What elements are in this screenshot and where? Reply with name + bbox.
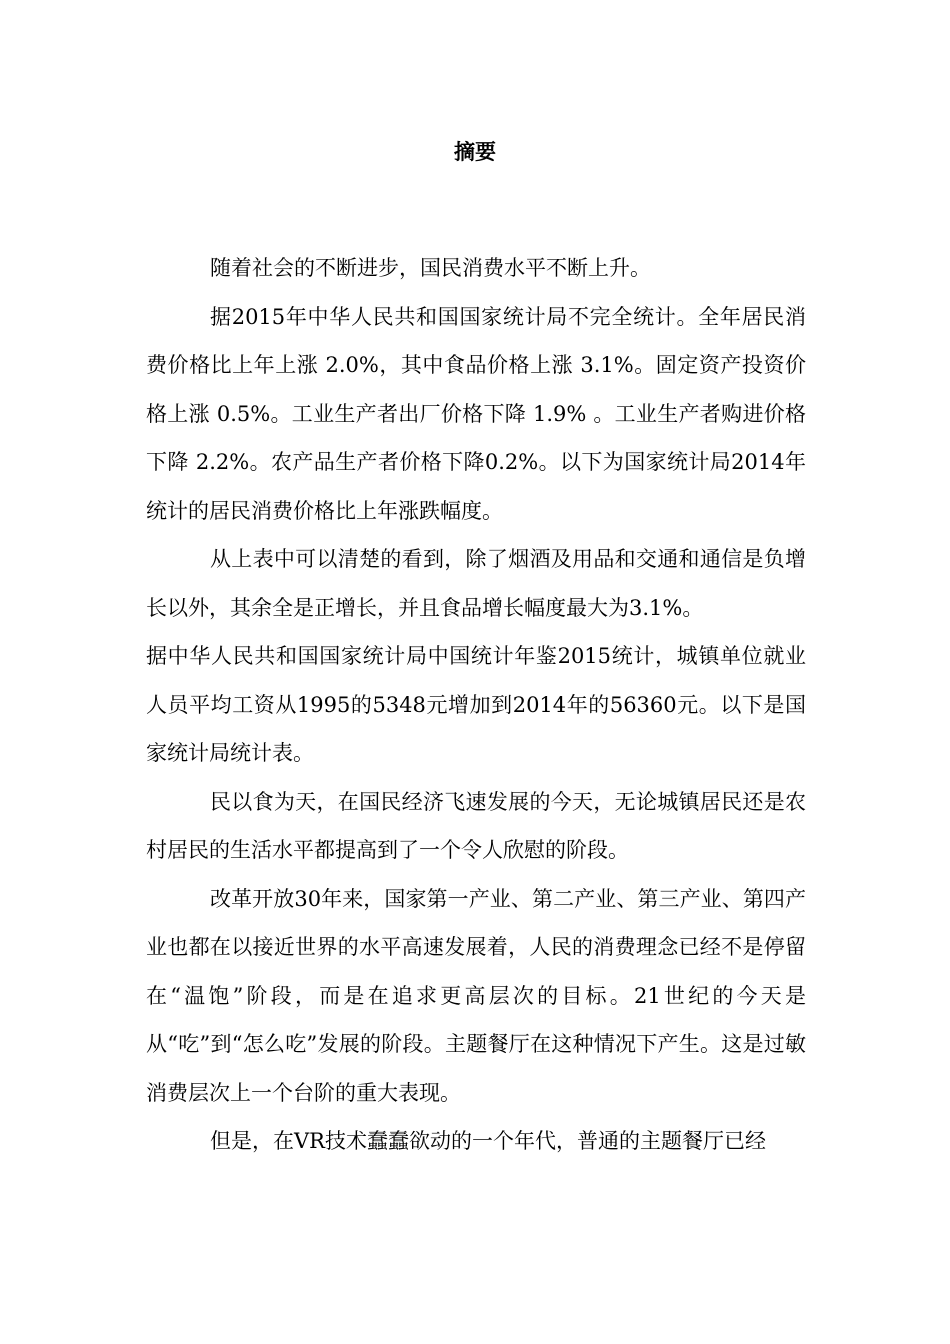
paragraph-vr: 但是，在VR技术蠢蠢欲动的一个年代，普通的主题餐厅已经 xyxy=(210,1129,766,1153)
document-body xyxy=(146,244,806,1166)
paragraph-table-summary: 从上表中可以清楚的看到，除了烟酒及用品和交通和通信是负增长以外，其余全是正增长，并且食品增长幅度最大为3.1%。 xyxy=(146,547,806,620)
paragraph-food: 民以食为天，在国民经济飞速发展的今天，无论城镇居民还是农村居民的生活水平都提高到了一个令人欣慰的阶段。 xyxy=(146,789,806,862)
paragraph-wage-statistics: 据中华人民共和国国家统计局中国统计年鉴2015统计，城镇单位就业人员平均工资从1995的5348元增加到2014年的56360元。以下是国家统计局统计表。 xyxy=(146,644,806,765)
paragraph-reform: 改革开放30年来，国家第一产业、第二产业、第三产业、第四产业也都在以接近世界的水平高速发展着，人民的消费理念已经不是停留在“温饱”阶段，而是在追求更高层次的目标。21世纪的今天是从“吃”到“怎么吃”发展的阶段。主题餐厅在这种情况下产生。这是过敏消费层次上一个台阶的重大表现。 xyxy=(146,886,806,1105)
paragraph-price-statistics: 据2015年中华人民共和国国家统计局不完全统计。全年居民消费价格比上年上涨 2.0%，其中食品价格上涨 3.1%。固定资产投资价格上涨 0.5%。工业生产者出厂价格下降 1.9% 。工业生产者购进价格下降 2.2%。农产品生产者价格下降0.2%。以下为国家统计局2014年统计的居民消费价格比上年涨跌幅度。 xyxy=(146,304,806,523)
paragraph-intro: 随着社会的不断进步，国民消费水平不断上升。 xyxy=(210,256,651,280)
document-title: 摘要 xyxy=(454,140,496,164)
